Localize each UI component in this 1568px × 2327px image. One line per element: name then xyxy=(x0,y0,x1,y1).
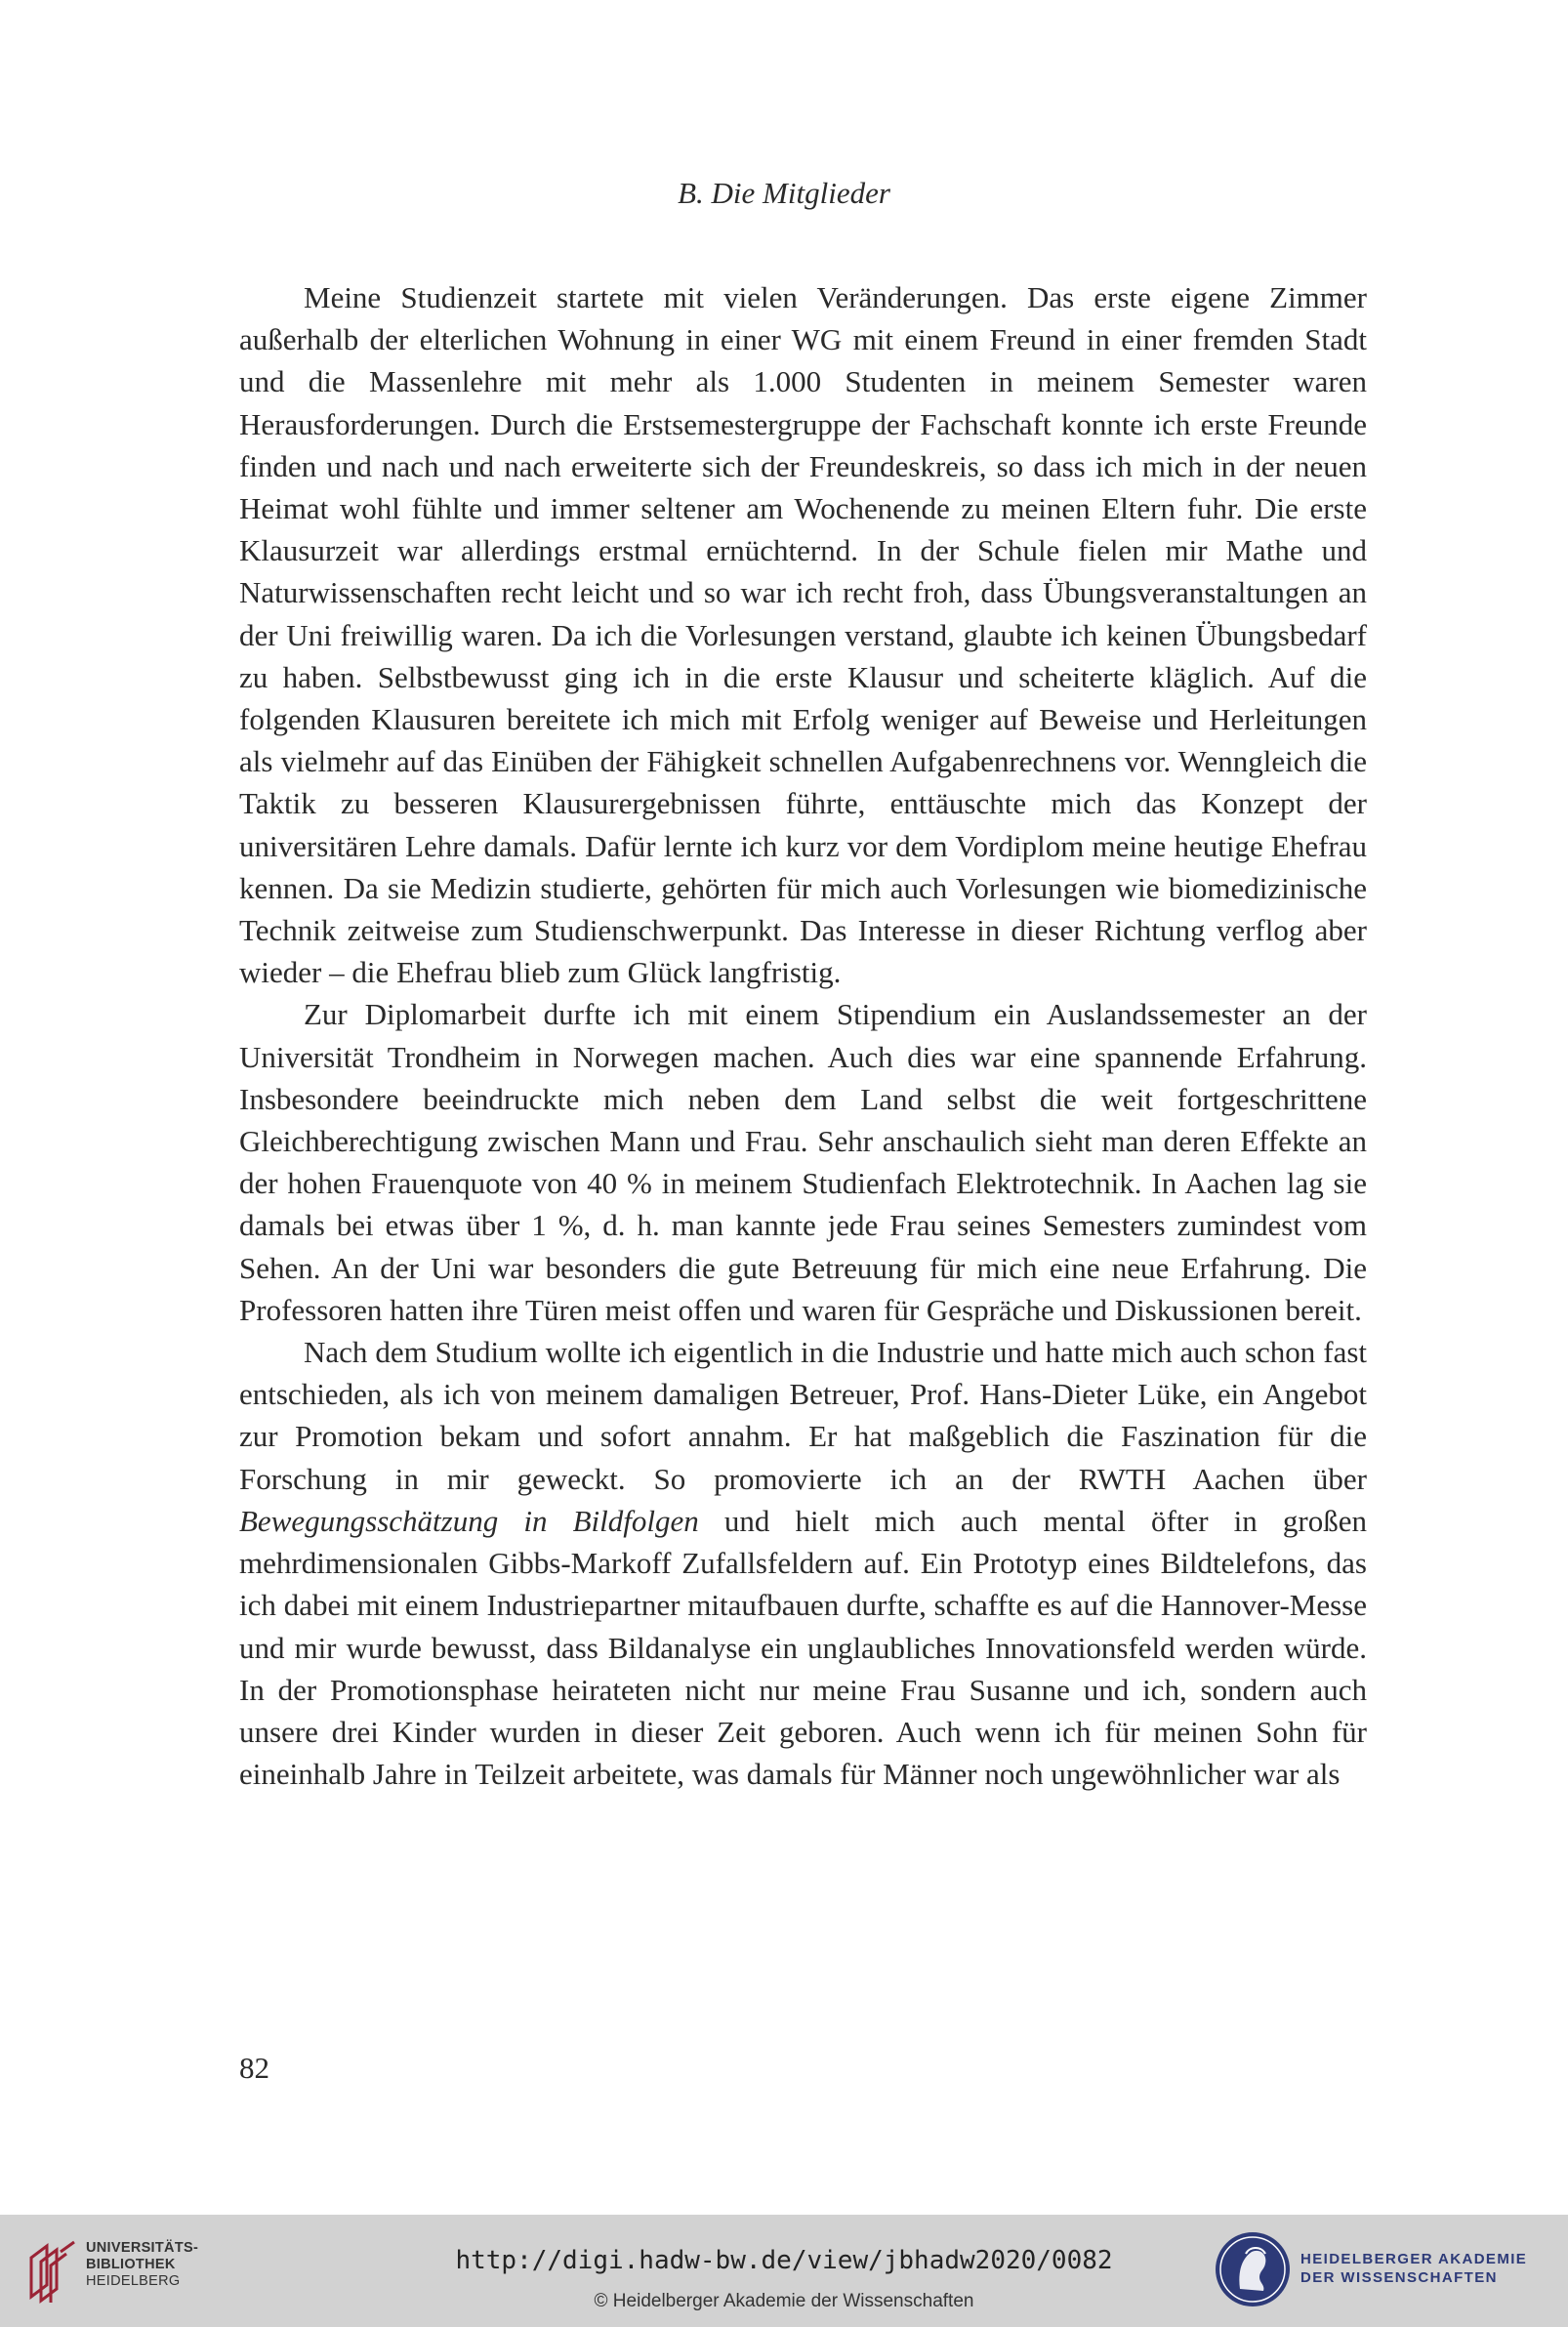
paragraph-2: Zur Diplomarbeit durfte ich mit einem Stipendium ein Auslandssemester an der Universität Trondheim in Norwegen machen. Auch dies war eine spannende Erfahrung. Insbesondere beeindruckte mich neben dem Land selbst die weit fortgeschrittene Gleichberechtigung zwischen Mann und Frau. Sehr anschaulich sieht man deren Effekte an der hohen Frauenquote von 40 % in meinem Studienfach Elektrotechnik. In Aachen lag sie damals bei etwas über 1 %, d. h. man kannte jede Frau seines Semesters zumindest vom Sehen. An der Uni war besonders die gute Betreuung für mich eine neue Erfahrung. Die Professoren hatten ihre Türen meist offen und waren für Gespräche und Diskussionen bereit. xyxy=(239,997,1367,1327)
library-name-line-2: BIBLIOTHEK xyxy=(86,2257,176,2272)
permalink-url[interactable]: http://digi.hadw-bw.de/view/jbhadw2020/0082 xyxy=(455,2246,1113,2275)
paragraph-1: Meine Studienzeit startete mit vielen Veränderungen. Das erste eigene Zimmer außerhalb der elterlichen Wohnung in einer WG mit einem Freund in einer fremden Stadt und die Massenlehre mit mehr als 1.000 Studenten in meinem Semester waren Herausforderungen. Durch die Erstsemestergruppe der Fachschaft konnte ich erste Freunde finden und nach und nach erweiterte sich der Freundeskreis, so dass ich mich in der neuen Heimat wohl fühlte und immer seltener am Wochenende zu meinen Eltern fuhr. Die erste Klausurzeit war allerdings erstmal ernüchternd. In der Schule fielen mir Mathe und Naturwissenschaften recht leicht und so war ich recht froh, dass Übungsveranstaltungen an der Uni freiwillig waren. Da ich die Vorlesungen verstand, glaubte ich keinen Übungsbedarf zu haben. Selbstbewusst ging ich in die erste Klausur und scheiterte kläglich. Auf die folgenden Klausuren bereitete ich mich mit Erfolg weniger auf Beweise und Herleitungen als vielmehr auf das Einüben der Fähigkeit schnellen Aufgabenrechnens vor. Wenngleich die Taktik zu besseren Klausurergebnissen führte, enttäuschte mich das Konzept der universitären Lehre damals. Dafür lernte ich kurz vor dem Vordiplom meine heutige Ehefrau kennen. Da sie Medizin studierte, gehörten für mich auch Vorlesungen wie biomedizinische Technik zeitweise zum Studienschwerpunkt. Das Interesse in dieser Richtung verflog aber wieder – die Ehefrau blieb zum Glück langfristig. xyxy=(239,280,1367,990)
library-name-line-3: HEIDELBERG xyxy=(86,2273,181,2289)
paragraph-3 xyxy=(239,1331,1367,1795)
hadw-seal-icon xyxy=(1211,2224,1295,2314)
academy-logo[interactable] xyxy=(1211,2224,1543,2314)
paragraph-3-text-before: Nach dem Studium wollte ich eigentlich in die Industrie und hatte mich auch schon fast entschieden, als ich von meinem damaligen Betreuer, Prof. Hans-Dieter Lüke, ein Angebot zur Promotion bekam und sofort annahm. Er hat maßgeblich die Faszination für die Forschung in mir geweckt. So promovierte ich an der RWTH Aachen über xyxy=(239,1335,1367,1496)
dissertation-title: Bewegungsschätzung in Bildfolgen xyxy=(239,1503,699,1538)
paragraph-3-text-after: und hielt mich auch mental öfter in großen mehrdimensionalen Gibbs-Markoff Zufallsfeldern auf. Ein Prototyp eines Bildtelefons, das ich dabei mit einem Industriepartner mitaufbauen durfte, schaffte es auf die Hannover-Messe und mir wurde bewusst, dass Bildanalyse ein unglaubliches Innovationsfeld werden würde. In der Promotionsphase heirateten nicht nur meine Frau Susanne und ich, sondern auch unsere drei Kinder wurden in dieser Zeit geboren. Auch wenn ich für meinen Sohn für eineinhalb Jahre in Teilzeit arbeitete, was damals für Männer noch ungewöhnlicher war als xyxy=(239,1503,1367,1792)
page-number: 82 xyxy=(239,2051,269,2085)
library-name-line-1: UNIVERSITÄTS- xyxy=(86,2240,199,2256)
footer-bar xyxy=(0,2215,1568,2327)
running-head: B. Die Mitglieder xyxy=(678,176,890,210)
academy-name-line-2: DER WISSENSCHAFTEN xyxy=(1300,2269,1498,2286)
copyright-notice: © Heidelberger Akademie der Wissenschaften xyxy=(594,2291,974,2311)
academy-name-line-1: HEIDELBERGER AKADEMIE xyxy=(1300,2251,1528,2267)
academy-name xyxy=(1300,2250,1527,2287)
body-text xyxy=(239,276,1367,1795)
